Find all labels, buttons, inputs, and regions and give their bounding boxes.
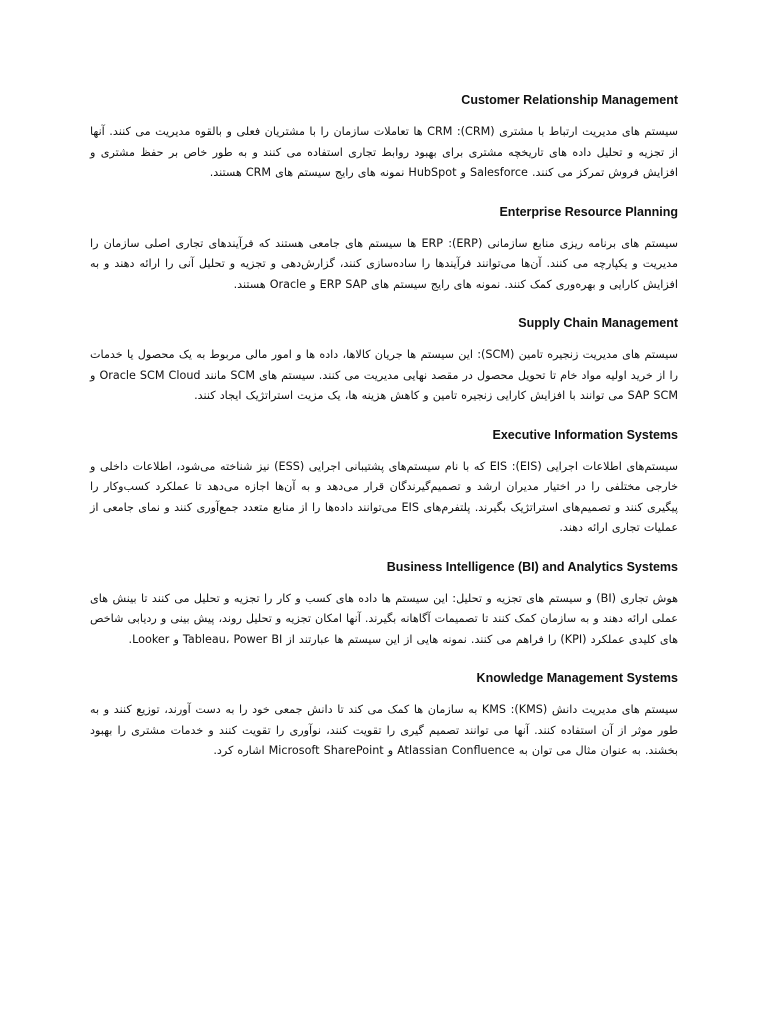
section-heading: Knowledge Management Systems	[476, 671, 678, 685]
section-heading: Supply Chain Management	[518, 316, 678, 330]
section-paragraph: سیستم های مدیریت دانش (KMS): KMS به سازمان ها کمک می کند تا دانش جمعی خود را به دست آورند، توزیع کنند و به طور موثر از آن استفاده کنند. آنها می توانند تصمیم گیری را تقویت کنند، نوآوری را تقویت کنند و خدمات مشتری را بهبود بخشند. به عنوان مثال می توان به Atlassian Confluence و Microsoft SharePoint اشاره کرد.	[90, 703, 678, 757]
section-kms	[90, 670, 678, 762]
section-heading: Customer Relationship Management	[461, 93, 678, 107]
section-eis	[90, 427, 678, 539]
section-crm	[90, 92, 678, 184]
section-paragraph: سیستم های مدیریت زنجیره تامین (SCM): این سیستم ها جریان کالاها، داده ها و امور مالی مربوط به یک محصول یا خدمات را از خرید اولیه مواد خام تا تحویل محصول در مقصد نهایی مدیریت می کنند. سیستم های SCM مانند Oracle SCM Cloud و SAP SCM می توانند با افزایش کارایی زنجیره تامین و کاهش هزینه ها، یک مزیت استراتژیک ایجاد کنند.	[90, 348, 678, 402]
document-page	[90, 92, 678, 782]
section-paragraph: سیستم های برنامه ریزی منابع سازمانی (ERP): ERP ها سیستم های جامعی هستند که فرآیندهای تجاری اصلی سازمان را مدیریت و یکپارچه می کنند. آن‌ها می‌توانند فرآیندها را ساده‌سازی کنند، گزارش‌دهی و تجزیه و تحلیل آنی را ارائه دهند و به افزایش کارایی و بهره‌وری کمک کنند. نمونه های رایج سیستم های ERP SAP و Oracle هستند.	[90, 236, 678, 291]
section-heading: Executive Information Systems	[492, 427, 678, 442]
section-bi	[90, 559, 678, 651]
section-paragraph: هوش تجاری (BI) و سیستم های تجزیه و تحلیل: این سیستم ها داده های کسب و کار را تجزیه و تحلیل می کنند تا بینش های عملی ارائه دهند و به سازمان کمک کنند تا تصمیمات آگاهانه بگیرند. آنها امکان تجزیه و تحلیل روند، پیش بینی و ردیابی شاخص های کلیدی عملکرد (KPI) را فراهم می کنند. نمونه هایی از این سیستم ها عبارتند از Tableau، Power BI و Looker.	[90, 591, 679, 646]
section-heading: Enterprise Resource Planning	[499, 204, 678, 219]
section-paragraph: سیستم های مدیریت ارتباط با مشتری (CRM): CRM ها تعاملات سازمان را با مشتریان فعلی و بالقوه مدیریت می کنند. آنها از تجزیه و تحلیل داده های تاریخچه مشتری برای بهبود روابط تجاری استفاده می کنند و به طور خاص بر حفظ مشتری و افزایش فروش تمرکز می کنند. Salesforce و HubSpot نمونه های رایج سیستم های CRM هستند.	[90, 125, 678, 179]
section-erp	[90, 204, 678, 296]
section-paragraph: سیستم‌های اطلاعات اجرایی (EIS): EIS که با نام سیستم‌های پشتیبانی اجرایی (ESS) نیز شناخته می‌شود، اطلاعات داخلی و خارجی مختلفی را در اختیار مدیران ارشد و تصمیم‌گیرندگان قرار می‌دهد و به آن‌ها اجازه می‌دهد تا عملکرد کسب‌وکار را پیگیری کنند و تصمیم‌های استراتژیک بگیرند. پلتفرم‌های EIS می‌توانند داده‌ها را از منابع متعدد جمع‌آوری کنند و نمای جامعی از عملیات تجاری ارائه دهند.	[90, 459, 678, 534]
section-heading: Business Intelligence (BI) and Analytics Systems	[386, 559, 678, 574]
section-scm	[90, 315, 678, 407]
